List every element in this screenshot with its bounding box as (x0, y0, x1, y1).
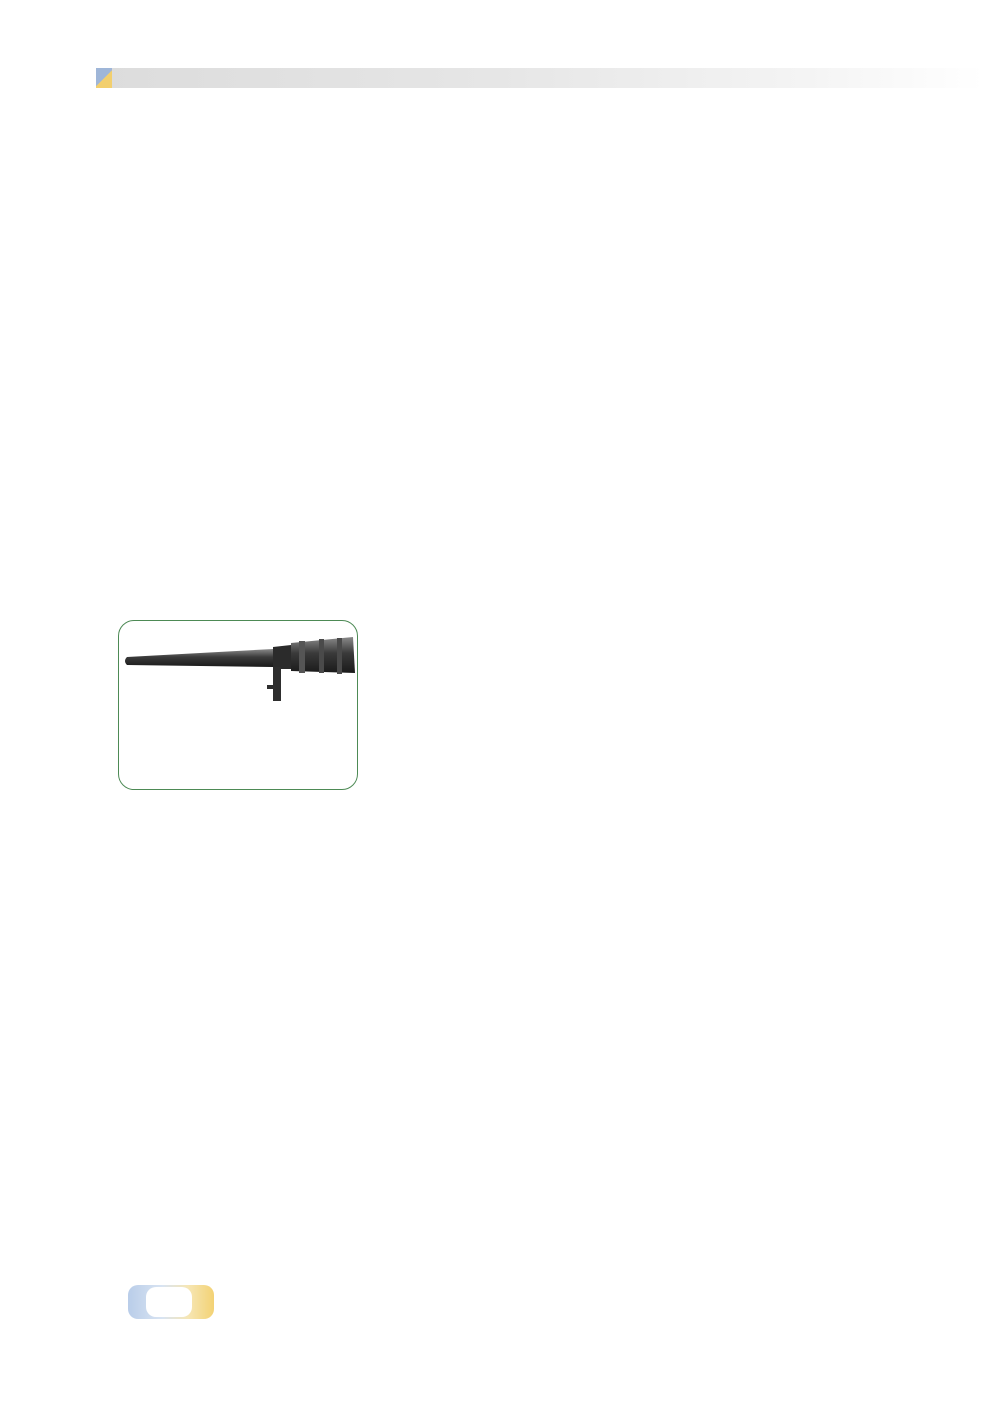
page-number (146, 1287, 192, 1317)
bombard-gun-image (123, 627, 355, 709)
page-number-badge (128, 1285, 214, 1319)
header-marker-icon (96, 68, 112, 88)
figure-box (118, 620, 358, 790)
running-header (96, 68, 984, 88)
figure-wrap-section (118, 616, 912, 790)
